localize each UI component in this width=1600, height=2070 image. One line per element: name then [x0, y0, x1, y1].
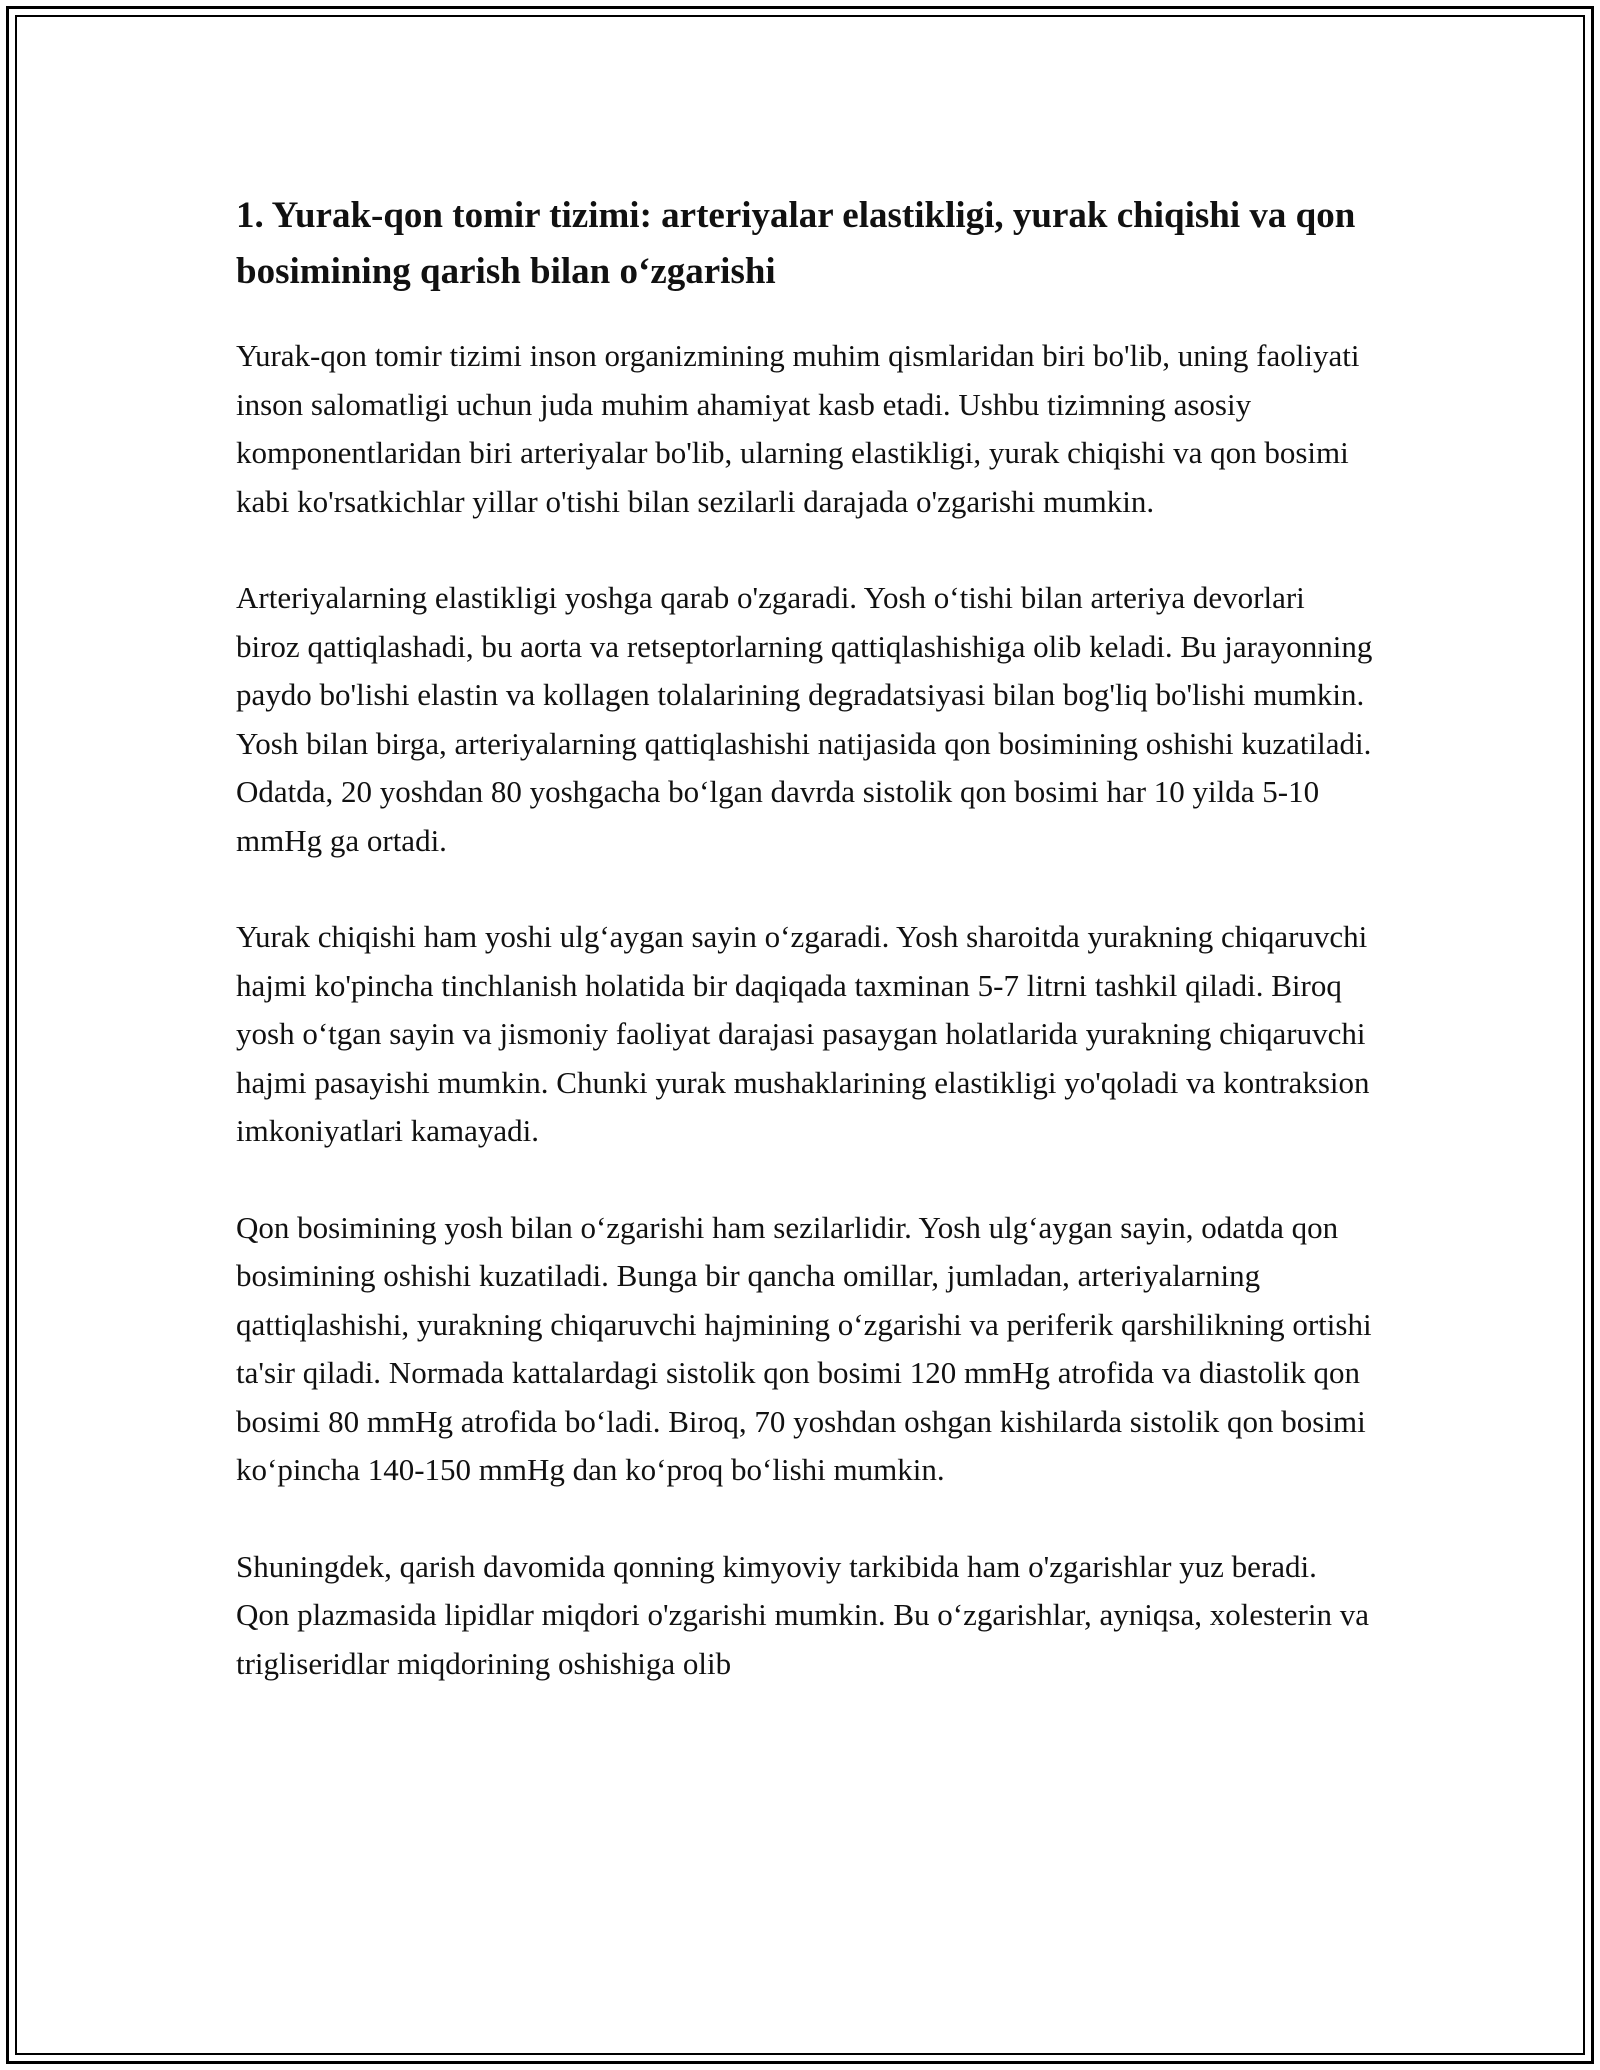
document-body [236, 188, 1376, 1736]
paragraph-cardiac-output: Yurak chiqishi ham yoshi ulg‘aygan sayin o‘zgaradi. Yosh sharoitda yurakning chiqaruvchi hajmi ko'pincha tinchlanish holatida bir daqiqada taxminan 5-7 litrni tashkil qiladi. Biroq yosh o‘tgan sayin va jismoniy faoliyat darajasi pasaygan holatlarida yurakning chiqaruvchi hajmi pasayishi mumkin. Chunki yurak mushaklarining elastikligi yo'qoladi va kontraksion imkoniyatlari kamayadi. [236, 919, 1370, 1148]
paragraph-blood-pressure: Qon bosimining yosh bilan o‘zgarishi ham sezilarlidir. Yosh ulg‘aygan sayin, odatda qon bosimining oshishi kuzatiladi. Bunga bir qancha omillar, jumladan, arteriyalarning qattiqlashishi, yurakning chiqaruvchi hajmining o‘zgarishi va periferik qarshilikning ortishi ta'sir qiladi. Normada kattalardagi sistolik qon bosimi 120 mmHg atrofida va diastolik qon bosimi 80 mmHg atrofida bo‘ladi. Biroq, 70 yoshdan oshgan kishilarda sistolik qon bosimi ko‘pincha 140-150 mmHg dan ko‘proq bo‘lishi mumkin. [236, 1209, 1372, 1487]
section-title: 1. Yurak-qon tomir tizimi: arteriyalar elastikligi, yurak chiqishi va qon bosimining qarish bilan o‘zgarishi [236, 195, 1356, 292]
paragraph-intro: Yurak-qon tomir tizimi inson organizmining muhim qismlaridan biri bo'lib, uning faoliyati inson salomatligi uchun juda muhim ahamiyat kasb etadi. Ushbu tizimning asosiy komponentlaridan biri arteriyalar bo'lib, ularning elastikligi, yurak chiqishi va qon bosimi kabi ko'rsatkichlar yillar o'tishi bilan sezilarli darajada o'zgarishi mumkin. [236, 338, 1360, 519]
paragraph-blood-chemistry: Shuningdek, qarish davomida qonning kimyoviy tarkibida ham o'zgarishlar yuz beradi. Qon plazmasida lipidlar miqdori o'zgarishi mumkin. Bu o‘zgarishlar, ayniqsa, xolesterin va trigliseridlar miqdorining oshishiga olib [236, 1548, 1369, 1681]
paragraph-arterial-elasticity: Arteriyalarning elastikligi yoshga qarab o'zgaradi. Yosh o‘tishi bilan arteriya devorlari biroz qattiqlashadi, bu aorta va retseptorlarning qattiqlashishiga olib keladi. Bu jarayonning paydo bo'lishi elastin va kollagen tolalarining degradatsiyasi bilan bog'liq bo'lishi mumkin. Yosh bilan birga, arteriyalarning qattiqlashishi natijasida qon bosimining oshishi kuzatiladi. Odatda, 20 yoshdan 80 yoshgacha bo‘lgan davrda sistolik qon bosimi har 10 yilda 5-10 mmHg ga ortadi. [236, 580, 1373, 858]
